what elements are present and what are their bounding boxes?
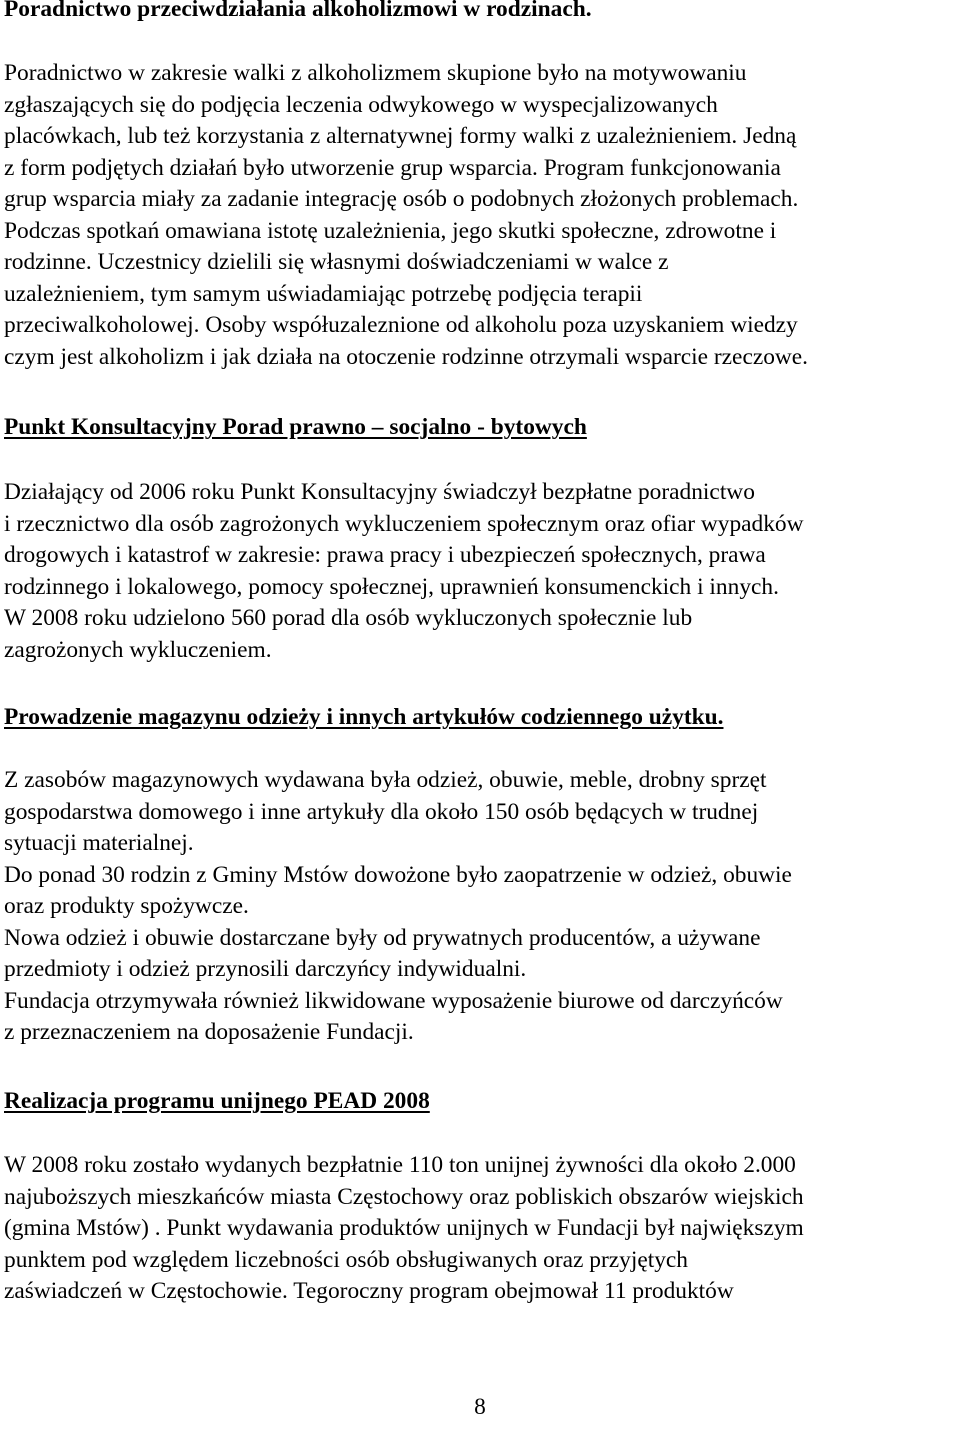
section-consultation-point-body <box>4 477 804 666</box>
paragraph-line: Podczas spotkań omawiana istotę uzależnienia, jego skutki społeczne, zdrowotne i <box>4 217 777 244</box>
paragraph-line: drogowych i katastrof w zakresie: prawa pracy i ubezpieczeń społecznych, prawa <box>4 542 766 568</box>
section-pead-program <box>4 1086 430 1118</box>
paragraph-line: przeciwalkoholowej. Osoby współuzaleznione od alkoholu poza uzyskaniem wiedzy <box>4 312 798 338</box>
paragraph-line: Do ponad 30 rodzin z Gminy Mstów dowożone było zaopatrzenie w odzież, obuwie <box>4 861 792 888</box>
paragraph-line: zgłaszających się do podjęcia leczenia odwykowego w wyspecjalizowanych <box>4 91 718 118</box>
paragraph-line: zagrożonych wykluczeniem. <box>4 636 272 663</box>
section-alcoholism-counselling-body <box>4 58 808 373</box>
paragraph-line: punktem pod względem liczebności osób obsługiwanych oraz przyjętych <box>4 1246 688 1273</box>
paragraph-line: z przeznaczeniem na doposażenie Fundacji. <box>4 1019 414 1045</box>
paragraph-line: uzależnieniem, tym samym uświadamiając potrzebę podjęcia terapii <box>4 280 643 307</box>
paragraph-line: Fundacja otrzymywała również likwidowane wyposażenie biurowe od darczyńców <box>4 987 783 1014</box>
paragraph-line: najuboższych mieszkańców miasta Częstochowy oraz pobliskich obszarów wiejskich <box>4 1183 804 1210</box>
section-clothing-warehouse-body <box>4 765 792 1049</box>
section-heading: Punkt Konsultacyjny Porad prawno – socjalno - bytowych <box>4 414 587 440</box>
paragraph-line: sytuacji materialnej. <box>4 830 194 856</box>
paragraph-line: zaświadczeń w Częstochowie. Tegoroczny program obejmował 11 produktów <box>4 1278 734 1304</box>
paragraph-line: (gmina Mstów) . Punkt wydawania produktów unijnych w Fundacji był największym <box>4 1215 804 1241</box>
paragraph-line: z form podjętych działań było utworzenie grup wsparcia. Program funkcjonowania <box>4 154 781 181</box>
paragraph-line: Działający od 2006 roku Punkt Konsultacyjny świadczył bezpłatne poradnictwo <box>4 479 755 505</box>
paragraph-line: Z zasobów magazynowych wydawana była odzież, obuwie, meble, drobny sprzęt <box>4 767 767 793</box>
paragraph-line: Nowa odzież i obuwie dostarczane były od prywatnych producentów, a używane <box>4 924 761 951</box>
paragraph-line: przedmioty i odzież przynosili darczyńcy indywidualni. <box>4 956 527 982</box>
section-heading: Prowadzenie magazynu odzieży i innych artykułów codziennego użytku. <box>4 704 724 730</box>
paragraph-line: czym jest alkoholizm i jak działa na otoczenie rodzinne otrzymali wsparcie rzeczowe. <box>4 343 809 370</box>
section-clothing-warehouse <box>4 702 723 734</box>
paragraph-line: W 2008 roku zostało wydanych bezpłatnie 110 ton unijnej żywności dla około 2.000 <box>4 1152 796 1178</box>
section-pead-program-body <box>4 1150 804 1308</box>
paragraph-line: Poradnictwo w zakresie walki z alkoholizmem skupione było na motywowaniu <box>4 60 747 86</box>
section-heading: Poradnictwo przeciwdziałania alkoholizmowi w rodzinach. <box>4 0 592 22</box>
paragraph-line: grup wsparcia miały za zadanie integrację osób o podobnych złożonych problemach. <box>4 186 799 212</box>
paragraph-line: placówkach, lub też korzystania z alternatywnej formy walki z uzależnieniem. Jedną <box>4 123 797 149</box>
paragraph-line: i rzecznictwo dla osób zagrożonych wykluczeniem społecznym oraz ofiar wypadków <box>4 510 804 537</box>
paragraph-line: oraz produkty spożywcze. <box>4 893 249 919</box>
paragraph-line: W 2008 roku udzielono 560 porad dla osób wykluczonych społecznie lub <box>4 605 693 631</box>
page-number: 8 <box>474 1394 486 1420</box>
paragraph-line: gospodarstwa domowego i inne artykuły dla około 150 osób będących w trudnej <box>4 798 759 825</box>
section-heading: Realizacja programu unijnego PEAD 2008 <box>4 1088 430 1114</box>
paragraph-line: rodzinnego i lokalowego, pomocy społecznej, uprawnień konsumenckich i innych. <box>4 573 779 600</box>
section-consultation-point <box>4 412 587 444</box>
paragraph-line: rodzinne. Uczestnicy dzielili się własnymi doświadczeniami w walce z <box>4 249 669 275</box>
section-alcoholism-counselling <box>4 0 592 26</box>
